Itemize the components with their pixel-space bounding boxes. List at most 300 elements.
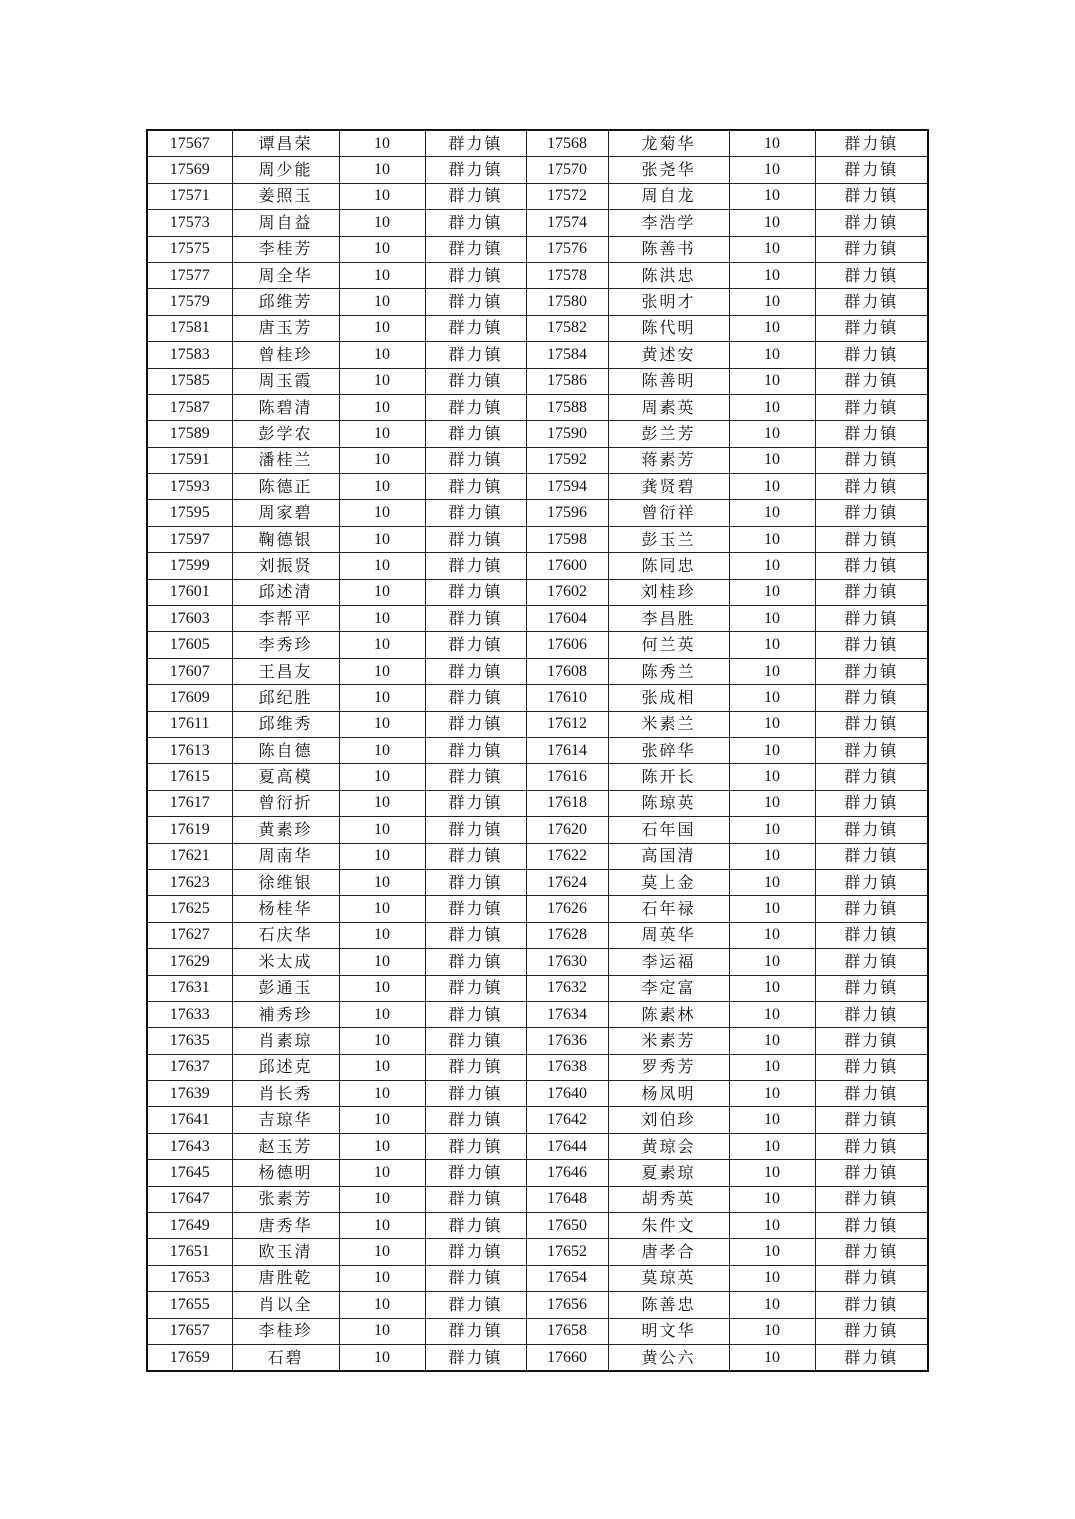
person-name-cell: 张素芳 [232, 1186, 339, 1212]
amount-cell: 10 [729, 606, 815, 632]
table-row [147, 1133, 928, 1159]
amount-cell: 10 [339, 1107, 425, 1133]
record-id-cell: 17624 [526, 869, 608, 895]
person-name-cell: 张碎华 [608, 737, 729, 763]
table-row [147, 1028, 928, 1054]
amount-cell: 10 [729, 315, 815, 341]
record-id-cell: 17575 [147, 236, 232, 262]
town-cell: 群力镇 [815, 817, 928, 843]
person-name-cell: 刘桂珍 [608, 579, 729, 605]
amount-cell: 10 [339, 632, 425, 658]
record-id-cell: 17572 [526, 183, 608, 209]
roster-body [147, 130, 928, 1371]
amount-cell: 10 [729, 843, 815, 869]
amount-cell: 10 [729, 632, 815, 658]
record-id-cell: 17646 [526, 1160, 608, 1186]
person-name-cell: 莫上金 [608, 869, 729, 895]
record-id-cell: 17601 [147, 579, 232, 605]
person-name-cell: 杨凤明 [608, 1081, 729, 1107]
amount-cell: 10 [339, 236, 425, 262]
person-name-cell: 石年禄 [608, 896, 729, 922]
amount-cell: 10 [729, 658, 815, 684]
town-cell: 群力镇 [815, 922, 928, 948]
record-id-cell: 17638 [526, 1054, 608, 1080]
person-name-cell: 邱维秀 [232, 711, 339, 737]
person-name-cell: 陈德正 [232, 474, 339, 500]
person-name-cell: 胡秀英 [608, 1186, 729, 1212]
town-cell: 群力镇 [815, 1318, 928, 1344]
town-cell: 群力镇 [815, 711, 928, 737]
town-cell: 群力镇 [425, 632, 526, 658]
table-row [147, 183, 928, 209]
person-name-cell: 邱述清 [232, 579, 339, 605]
person-name-cell: 刘伯珍 [608, 1107, 729, 1133]
town-cell: 群力镇 [815, 896, 928, 922]
town-cell: 群力镇 [425, 896, 526, 922]
record-id-cell: 17578 [526, 262, 608, 288]
record-id-cell: 17617 [147, 790, 232, 816]
table-row [147, 869, 928, 895]
town-cell: 群力镇 [425, 1186, 526, 1212]
record-id-cell: 17628 [526, 922, 608, 948]
record-id-cell: 17607 [147, 658, 232, 684]
person-name-cell: 黄述安 [608, 342, 729, 368]
amount-cell: 10 [339, 1028, 425, 1054]
record-id-cell: 17568 [526, 130, 608, 157]
town-cell: 群力镇 [815, 579, 928, 605]
table-row [147, 1318, 928, 1344]
table-row [147, 394, 928, 420]
record-id-cell: 17609 [147, 685, 232, 711]
record-id-cell: 17625 [147, 896, 232, 922]
table-row [147, 790, 928, 816]
town-cell: 群力镇 [425, 553, 526, 579]
amount-cell: 10 [339, 421, 425, 447]
town-cell: 群力镇 [815, 685, 928, 711]
amount-cell: 10 [729, 368, 815, 394]
person-name-cell: 蒋素芳 [608, 447, 729, 473]
person-name-cell: 刘振贤 [232, 553, 339, 579]
town-cell: 群力镇 [815, 130, 928, 157]
record-id-cell: 17658 [526, 1318, 608, 1344]
record-id-cell: 17634 [526, 1001, 608, 1027]
town-cell: 群力镇 [815, 447, 928, 473]
record-id-cell: 17660 [526, 1344, 608, 1371]
record-id-cell: 17615 [147, 764, 232, 790]
person-name-cell: 陈琼英 [608, 790, 729, 816]
table-row [147, 685, 928, 711]
record-id-cell: 17619 [147, 817, 232, 843]
amount-cell: 10 [729, 1160, 815, 1186]
table-row [147, 1160, 928, 1186]
amount-cell: 10 [339, 1265, 425, 1291]
record-id-cell: 17641 [147, 1107, 232, 1133]
amount-cell: 10 [729, 421, 815, 447]
amount-cell: 10 [729, 526, 815, 552]
person-name-cell: 肖素琼 [232, 1028, 339, 1054]
amount-cell: 10 [729, 157, 815, 183]
amount-cell: 10 [729, 711, 815, 737]
town-cell: 群力镇 [425, 922, 526, 948]
amount-cell: 10 [729, 764, 815, 790]
roster-table [146, 129, 929, 1372]
amount-cell: 10 [339, 685, 425, 711]
town-cell: 群力镇 [425, 1160, 526, 1186]
town-cell: 群力镇 [815, 632, 928, 658]
amount-cell: 10 [729, 975, 815, 1001]
person-name-cell: 唐秀华 [232, 1213, 339, 1239]
record-id-cell: 17645 [147, 1160, 232, 1186]
record-id-cell: 17590 [526, 421, 608, 447]
town-cell: 群力镇 [425, 843, 526, 869]
town-cell: 群力镇 [815, 737, 928, 763]
town-cell: 群力镇 [815, 474, 928, 500]
person-name-cell: 邱纪胜 [232, 685, 339, 711]
person-name-cell: 陈同忠 [608, 553, 729, 579]
table-row [147, 1054, 928, 1080]
person-name-cell: 陈自德 [232, 737, 339, 763]
amount-cell: 10 [729, 1001, 815, 1027]
amount-cell: 10 [729, 342, 815, 368]
amount-cell: 10 [729, 262, 815, 288]
person-name-cell: 邱述克 [232, 1054, 339, 1080]
amount-cell: 10 [729, 1318, 815, 1344]
town-cell: 群力镇 [425, 790, 526, 816]
person-name-cell: 肖以全 [232, 1292, 339, 1318]
town-cell: 群力镇 [425, 421, 526, 447]
record-id-cell: 17604 [526, 606, 608, 632]
amount-cell: 10 [339, 764, 425, 790]
person-name-cell: 李定富 [608, 975, 729, 1001]
town-cell: 群力镇 [815, 1107, 928, 1133]
amount-cell: 10 [729, 817, 815, 843]
amount-cell: 10 [339, 658, 425, 684]
record-id-cell: 17631 [147, 975, 232, 1001]
person-name-cell: 李昌胜 [608, 606, 729, 632]
town-cell: 群力镇 [815, 526, 928, 552]
person-name-cell: 李桂芳 [232, 236, 339, 262]
table-row [147, 236, 928, 262]
record-id-cell: 17611 [147, 711, 232, 737]
table-row [147, 1081, 928, 1107]
record-id-cell: 17584 [526, 342, 608, 368]
record-id-cell: 17602 [526, 579, 608, 605]
table-row [147, 474, 928, 500]
amount-cell: 10 [339, 1213, 425, 1239]
record-id-cell: 17636 [526, 1028, 608, 1054]
town-cell: 群力镇 [425, 1081, 526, 1107]
amount-cell: 10 [729, 394, 815, 420]
town-cell: 群力镇 [815, 262, 928, 288]
table-row [147, 315, 928, 341]
person-name-cell: 石庆华 [232, 922, 339, 948]
table-row [147, 579, 928, 605]
table-row [147, 500, 928, 526]
table-row [147, 764, 928, 790]
amount-cell: 10 [729, 183, 815, 209]
town-cell: 群力镇 [815, 658, 928, 684]
person-name-cell: 周素英 [608, 394, 729, 420]
table-row [147, 737, 928, 763]
table-row [147, 658, 928, 684]
person-name-cell: 鞠德银 [232, 526, 339, 552]
town-cell: 群力镇 [425, 764, 526, 790]
table-row [147, 130, 928, 157]
amount-cell: 10 [729, 474, 815, 500]
record-id-cell: 17581 [147, 315, 232, 341]
town-cell: 群力镇 [425, 315, 526, 341]
amount-cell: 10 [339, 368, 425, 394]
person-name-cell: 夏高模 [232, 764, 339, 790]
record-id-cell: 17595 [147, 500, 232, 526]
town-cell: 群力镇 [425, 1318, 526, 1344]
table-row [147, 896, 928, 922]
table-row [147, 210, 928, 236]
person-name-cell: 莫琼英 [608, 1265, 729, 1291]
amount-cell: 10 [339, 526, 425, 552]
amount-cell: 10 [339, 157, 425, 183]
amount-cell: 10 [339, 1160, 425, 1186]
record-id-cell: 17626 [526, 896, 608, 922]
record-id-cell: 17579 [147, 289, 232, 315]
town-cell: 群力镇 [425, 685, 526, 711]
table-row [147, 553, 928, 579]
town-cell: 群力镇 [815, 1001, 928, 1027]
record-id-cell: 17576 [526, 236, 608, 262]
amount-cell: 10 [339, 289, 425, 315]
amount-cell: 10 [339, 1133, 425, 1159]
town-cell: 群力镇 [815, 1028, 928, 1054]
amount-cell: 10 [339, 1344, 425, 1371]
record-id-cell: 17640 [526, 1081, 608, 1107]
town-cell: 群力镇 [815, 1186, 928, 1212]
town-cell: 群力镇 [815, 869, 928, 895]
record-id-cell: 17585 [147, 368, 232, 394]
record-id-cell: 17583 [147, 342, 232, 368]
person-name-cell: 欧玉清 [232, 1239, 339, 1265]
town-cell: 群力镇 [425, 1239, 526, 1265]
town-cell: 群力镇 [815, 949, 928, 975]
person-name-cell: 李运福 [608, 949, 729, 975]
person-name-cell: 肖长秀 [232, 1081, 339, 1107]
person-name-cell: 杨德明 [232, 1160, 339, 1186]
record-id-cell: 17629 [147, 949, 232, 975]
amount-cell: 10 [339, 1186, 425, 1212]
town-cell: 群力镇 [425, 1001, 526, 1027]
record-id-cell: 17637 [147, 1054, 232, 1080]
person-name-cell: 黄公六 [608, 1344, 729, 1371]
person-name-cell: 周自龙 [608, 183, 729, 209]
person-name-cell: 曾衍折 [232, 790, 339, 816]
person-name-cell: 陈洪忠 [608, 262, 729, 288]
record-id-cell: 17612 [526, 711, 608, 737]
record-id-cell: 17654 [526, 1265, 608, 1291]
person-name-cell: 吉琼华 [232, 1107, 339, 1133]
amount-cell: 10 [339, 500, 425, 526]
person-name-cell: 李浩学 [608, 210, 729, 236]
record-id-cell: 17653 [147, 1265, 232, 1291]
record-id-cell: 17623 [147, 869, 232, 895]
table-row [147, 342, 928, 368]
person-name-cell: 周南华 [232, 843, 339, 869]
amount-cell: 10 [339, 711, 425, 737]
town-cell: 群力镇 [425, 1213, 526, 1239]
person-name-cell: 陈善明 [608, 368, 729, 394]
person-name-cell: 曾桂珍 [232, 342, 339, 368]
amount-cell: 10 [729, 130, 815, 157]
table-row [147, 1292, 928, 1318]
table-row [147, 1186, 928, 1212]
table-row [147, 949, 928, 975]
amount-cell: 10 [339, 553, 425, 579]
town-cell: 群力镇 [425, 975, 526, 1001]
record-id-cell: 17659 [147, 1344, 232, 1371]
amount-cell: 10 [339, 606, 425, 632]
amount-cell: 10 [729, 869, 815, 895]
person-name-cell: 杨桂华 [232, 896, 339, 922]
person-name-cell: 张明才 [608, 289, 729, 315]
amount-cell: 10 [729, 1107, 815, 1133]
person-name-cell: 朱件文 [608, 1213, 729, 1239]
town-cell: 群力镇 [425, 606, 526, 632]
amount-cell: 10 [729, 289, 815, 315]
person-name-cell: 龙菊华 [608, 130, 729, 157]
person-name-cell: 何兰英 [608, 632, 729, 658]
record-id-cell: 17582 [526, 315, 608, 341]
record-id-cell: 17632 [526, 975, 608, 1001]
record-id-cell: 17580 [526, 289, 608, 315]
amount-cell: 10 [729, 1054, 815, 1080]
town-cell: 群力镇 [815, 342, 928, 368]
person-name-cell: 周玉霞 [232, 368, 339, 394]
person-name-cell: 陈善忠 [608, 1292, 729, 1318]
amount-cell: 10 [339, 183, 425, 209]
record-id-cell: 17569 [147, 157, 232, 183]
town-cell: 群力镇 [815, 315, 928, 341]
table-row [147, 447, 928, 473]
person-name-cell: 夏素琼 [608, 1160, 729, 1186]
amount-cell: 10 [339, 949, 425, 975]
record-id-cell: 17630 [526, 949, 608, 975]
town-cell: 群力镇 [815, 500, 928, 526]
town-cell: 群力镇 [815, 1213, 928, 1239]
town-cell: 群力镇 [425, 210, 526, 236]
record-id-cell: 17610 [526, 685, 608, 711]
record-id-cell: 17598 [526, 526, 608, 552]
record-id-cell: 17606 [526, 632, 608, 658]
amount-cell: 10 [729, 579, 815, 605]
town-cell: 群力镇 [815, 1344, 928, 1371]
person-name-cell: 罗秀芳 [608, 1054, 729, 1080]
table-row [147, 1213, 928, 1239]
record-id-cell: 17650 [526, 1213, 608, 1239]
person-name-cell: 黄素珍 [232, 817, 339, 843]
record-id-cell: 17592 [526, 447, 608, 473]
amount-cell: 10 [729, 922, 815, 948]
record-id-cell: 17587 [147, 394, 232, 420]
amount-cell: 10 [729, 1213, 815, 1239]
roster-sheet [146, 129, 927, 1372]
town-cell: 群力镇 [815, 421, 928, 447]
town-cell: 群力镇 [425, 579, 526, 605]
person-name-cell: 陈素林 [608, 1001, 729, 1027]
town-cell: 群力镇 [425, 368, 526, 394]
town-cell: 群力镇 [425, 183, 526, 209]
record-id-cell: 17599 [147, 553, 232, 579]
amount-cell: 10 [729, 1133, 815, 1159]
table-row [147, 843, 928, 869]
town-cell: 群力镇 [815, 157, 928, 183]
table-row [147, 632, 928, 658]
record-id-cell: 17586 [526, 368, 608, 394]
person-name-cell: 谭昌荣 [232, 130, 339, 157]
record-id-cell: 17600 [526, 553, 608, 579]
table-row [147, 975, 928, 1001]
amount-cell: 10 [339, 1318, 425, 1344]
person-name-cell: 彭兰芳 [608, 421, 729, 447]
record-id-cell: 17633 [147, 1001, 232, 1027]
person-name-cell: 高国清 [608, 843, 729, 869]
amount-cell: 10 [729, 1344, 815, 1371]
town-cell: 群力镇 [425, 526, 526, 552]
amount-cell: 10 [339, 790, 425, 816]
town-cell: 群力镇 [425, 949, 526, 975]
table-row [147, 157, 928, 183]
amount-cell: 10 [729, 896, 815, 922]
amount-cell: 10 [339, 474, 425, 500]
person-name-cell: 補秀珍 [232, 1001, 339, 1027]
amount-cell: 10 [729, 1028, 815, 1054]
table-row [147, 606, 928, 632]
town-cell: 群力镇 [425, 737, 526, 763]
record-id-cell: 17651 [147, 1239, 232, 1265]
town-cell: 群力镇 [815, 1160, 928, 1186]
record-id-cell: 17570 [526, 157, 608, 183]
town-cell: 群力镇 [425, 157, 526, 183]
record-id-cell: 17635 [147, 1028, 232, 1054]
person-name-cell: 潘桂兰 [232, 447, 339, 473]
person-name-cell: 李秀珍 [232, 632, 339, 658]
town-cell: 群力镇 [425, 817, 526, 843]
person-name-cell: 龚贤碧 [608, 474, 729, 500]
person-name-cell: 陈碧清 [232, 394, 339, 420]
town-cell: 群力镇 [815, 1081, 928, 1107]
town-cell: 群力镇 [425, 236, 526, 262]
record-id-cell: 17621 [147, 843, 232, 869]
record-id-cell: 17596 [526, 500, 608, 526]
record-id-cell: 17655 [147, 1292, 232, 1318]
amount-cell: 10 [339, 579, 425, 605]
town-cell: 群力镇 [815, 1292, 928, 1318]
amount-cell: 10 [339, 817, 425, 843]
amount-cell: 10 [339, 130, 425, 157]
record-id-cell: 17647 [147, 1186, 232, 1212]
table-row [147, 421, 928, 447]
record-id-cell: 17594 [526, 474, 608, 500]
person-name-cell: 黄琼会 [608, 1133, 729, 1159]
person-name-cell: 姜照玉 [232, 183, 339, 209]
table-row [147, 526, 928, 552]
town-cell: 群力镇 [815, 289, 928, 315]
town-cell: 群力镇 [425, 394, 526, 420]
amount-cell: 10 [339, 896, 425, 922]
amount-cell: 10 [729, 553, 815, 579]
town-cell: 群力镇 [815, 1239, 928, 1265]
person-name-cell: 陈秀兰 [608, 658, 729, 684]
record-id-cell: 17622 [526, 843, 608, 869]
table-row [147, 711, 928, 737]
amount-cell: 10 [729, 210, 815, 236]
